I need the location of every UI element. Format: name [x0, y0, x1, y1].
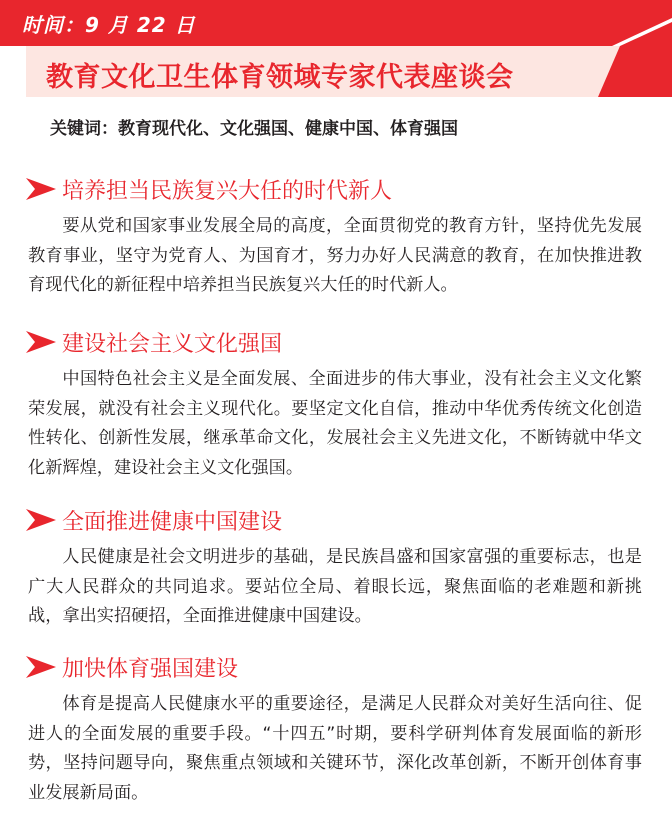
section-title: 建设社会主义文化强国: [62, 332, 283, 357]
section-heading: [0, 650, 672, 684]
section-culture: [0, 325, 672, 483]
section-paragraph: 中国特色社会主义是全面发展、全面进步的伟大事业，没有社会主义文化繁荣发展，就没有社会主义现代化。要坚定文化自信，推动中华优秀传统文化创造性转化、创新性发展，继承革命文化，发展社会主义先进文化，不断铸就中华文化新辉煌，建设社会主义文化强国。: [28, 369, 642, 478]
section-title: 培养担当民族复兴大任的时代新人: [62, 179, 393, 204]
section-health: [0, 503, 672, 632]
section-education: [0, 172, 672, 301]
section-heading: [0, 172, 672, 206]
section-paragraph: 人民健康是社会文明进步的基础，是民族昌盛和国家富强的重要标志，也是广大人民群众的共同追求。要站位全局、着眼长远，聚焦面临的老难题和新挑战，拿出实招硬招，全面推进健康中国建设。: [28, 547, 642, 626]
section-heading: [0, 503, 672, 537]
meeting-date: 时间：9 月 22 日: [22, 13, 196, 37]
red-arrow-icon: [26, 656, 56, 678]
red-arrow-icon: [26, 331, 56, 353]
red-arrow-icon: [26, 178, 56, 200]
section-sports: [0, 650, 672, 808]
page-title: 教育文化卫生体育领域专家代表座谈会: [46, 62, 514, 93]
section-paragraph: 体育是提高人民健康水平的重要途径，是满足人民群众对美好生活向往、促进人的全面发展的重要手段。“十四五”时期，要科学研判体育发展面临的新形势，坚持问题导向，聚焦重点领域和关键环节，深化改革创新，不断开创体育事业发展新局面。: [28, 694, 642, 803]
header-banner: [0, 0, 672, 104]
section-heading: [0, 325, 672, 359]
section-title: 加快体育强国建设: [62, 657, 239, 682]
keywords-line: 关键词：教育现代化、文化强国、健康中国、体育强国: [50, 119, 458, 139]
section-paragraph: 要从党和国家事业发展全局的高度，全面贯彻党的教育方针，坚持优先发展教育事业，坚守为党育人、为国育才，努力办好人民满意的教育，在加快推进教育现代化的新征程中培养担当民族复兴大任的时代新人。: [28, 216, 642, 295]
red-arrow-icon: [26, 509, 56, 531]
section-title: 全面推进健康中国建设: [62, 510, 283, 535]
